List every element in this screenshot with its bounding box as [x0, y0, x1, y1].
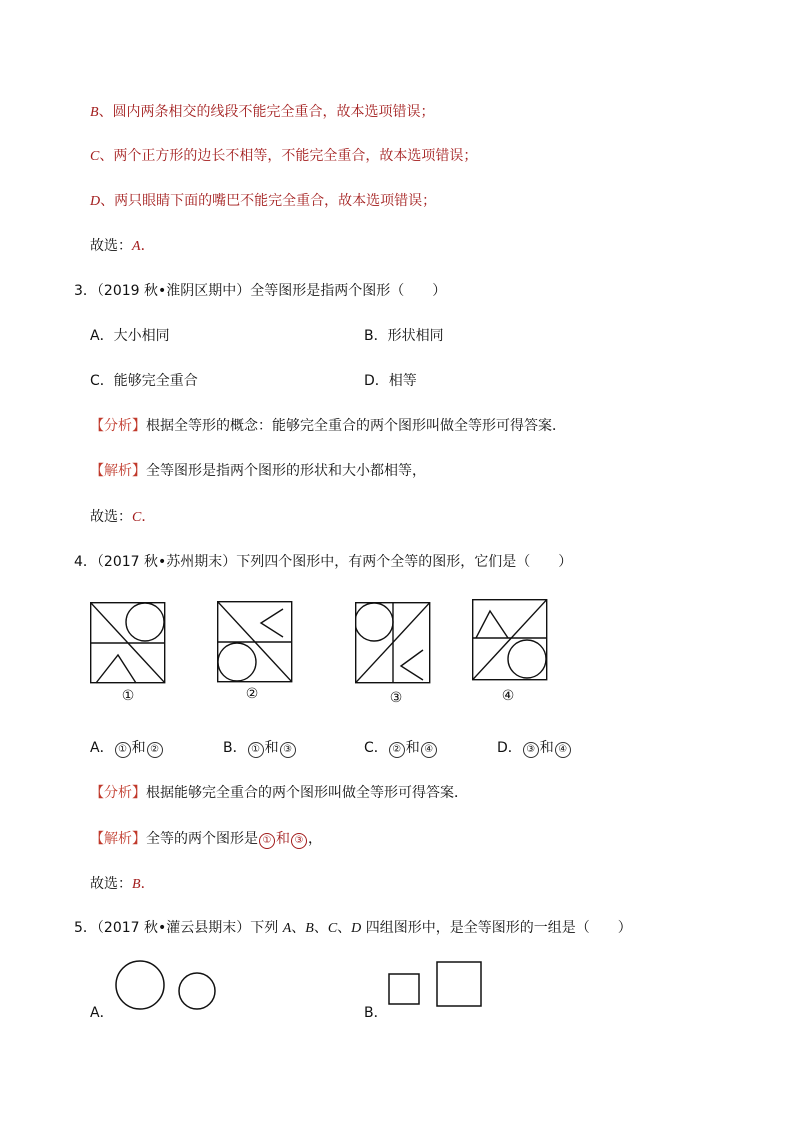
- q4-answer: 故选：B．: [90, 876, 155, 892]
- q4-stem: 4．（2017 秋•苏州期末）下列四个图形中，有两个全等的图形，它们是（ ）: [74, 554, 573, 570]
- q4-option-a: A． ① 和 ②: [90, 738, 164, 758]
- q4-figure-4: [472, 599, 548, 681]
- q5-option-b-label: B．: [364, 1005, 388, 1021]
- q3-option-b: B．形状相同: [364, 328, 444, 344]
- q4-figure-label-4: ④: [501, 688, 515, 704]
- q4-option-d: D． ③ 和 ④: [497, 738, 572, 758]
- explanation-c: C、两个正方形的边长不相等，不能完全重合，故本选项错误；: [90, 148, 478, 164]
- q4-option-b: B． ① 和 ③: [223, 738, 297, 758]
- q5-option-b-figure: [386, 960, 484, 1008]
- q4-figure-label-3: ③: [389, 690, 403, 706]
- q3-analysis: 【分析】根据全等形的概念：能够完全重合的两个图形叫做全等形可得答案．: [90, 418, 566, 434]
- q5-stem: 5．（2017 秋•灌云县期末）下列 A、B、C、D 四组图形中，是全等图形的一组是（ ）: [74, 920, 632, 936]
- q4-analysis: 【分析】根据能够完全重合的两个图形叫做全等形可得答案．: [90, 785, 468, 801]
- explanation-b: B、圆内两条相交的线段不能完全重合，故本选项错误；: [90, 104, 435, 120]
- large-square: [437, 962, 481, 1006]
- q4-solution: 【解析】全等的两个图形是 ① 和 ③ ，: [90, 831, 322, 847]
- q4-figure-3: [355, 602, 431, 684]
- q4-figure-label-2: ②: [245, 686, 259, 702]
- q3-option-d: D．相等: [364, 373, 417, 389]
- q4-figure-2: [217, 601, 293, 683]
- q4-figure-1: [90, 602, 166, 684]
- small-square: [389, 974, 419, 1004]
- q4-option-c: C． ② 和 ④: [364, 738, 438, 758]
- q3-solution: 【解析】全等图形是指两个图形的形状和大小都相等，: [90, 463, 426, 479]
- answer-prev: 故选：A．: [90, 238, 155, 254]
- q3-answer: 故选：C．: [90, 509, 156, 525]
- q3-stem: 3．（2019 秋•淮阴区期中）全等图形是指两个图形（ ）: [74, 283, 447, 299]
- q3-option-c: C．能够完全重合: [90, 373, 198, 389]
- small-circle: [179, 973, 215, 1009]
- explanation-d: D、两只眼睛下面的嘴巴不能完全重合，故本选项错误；: [90, 193, 437, 209]
- q5-option-a-figure: [114, 960, 218, 1012]
- q4-figure-label-1: ①: [121, 688, 135, 704]
- large-circle: [116, 961, 164, 1009]
- q5-option-a-label: A．: [90, 1005, 114, 1021]
- q3-option-a: A．大小相同: [90, 328, 170, 344]
